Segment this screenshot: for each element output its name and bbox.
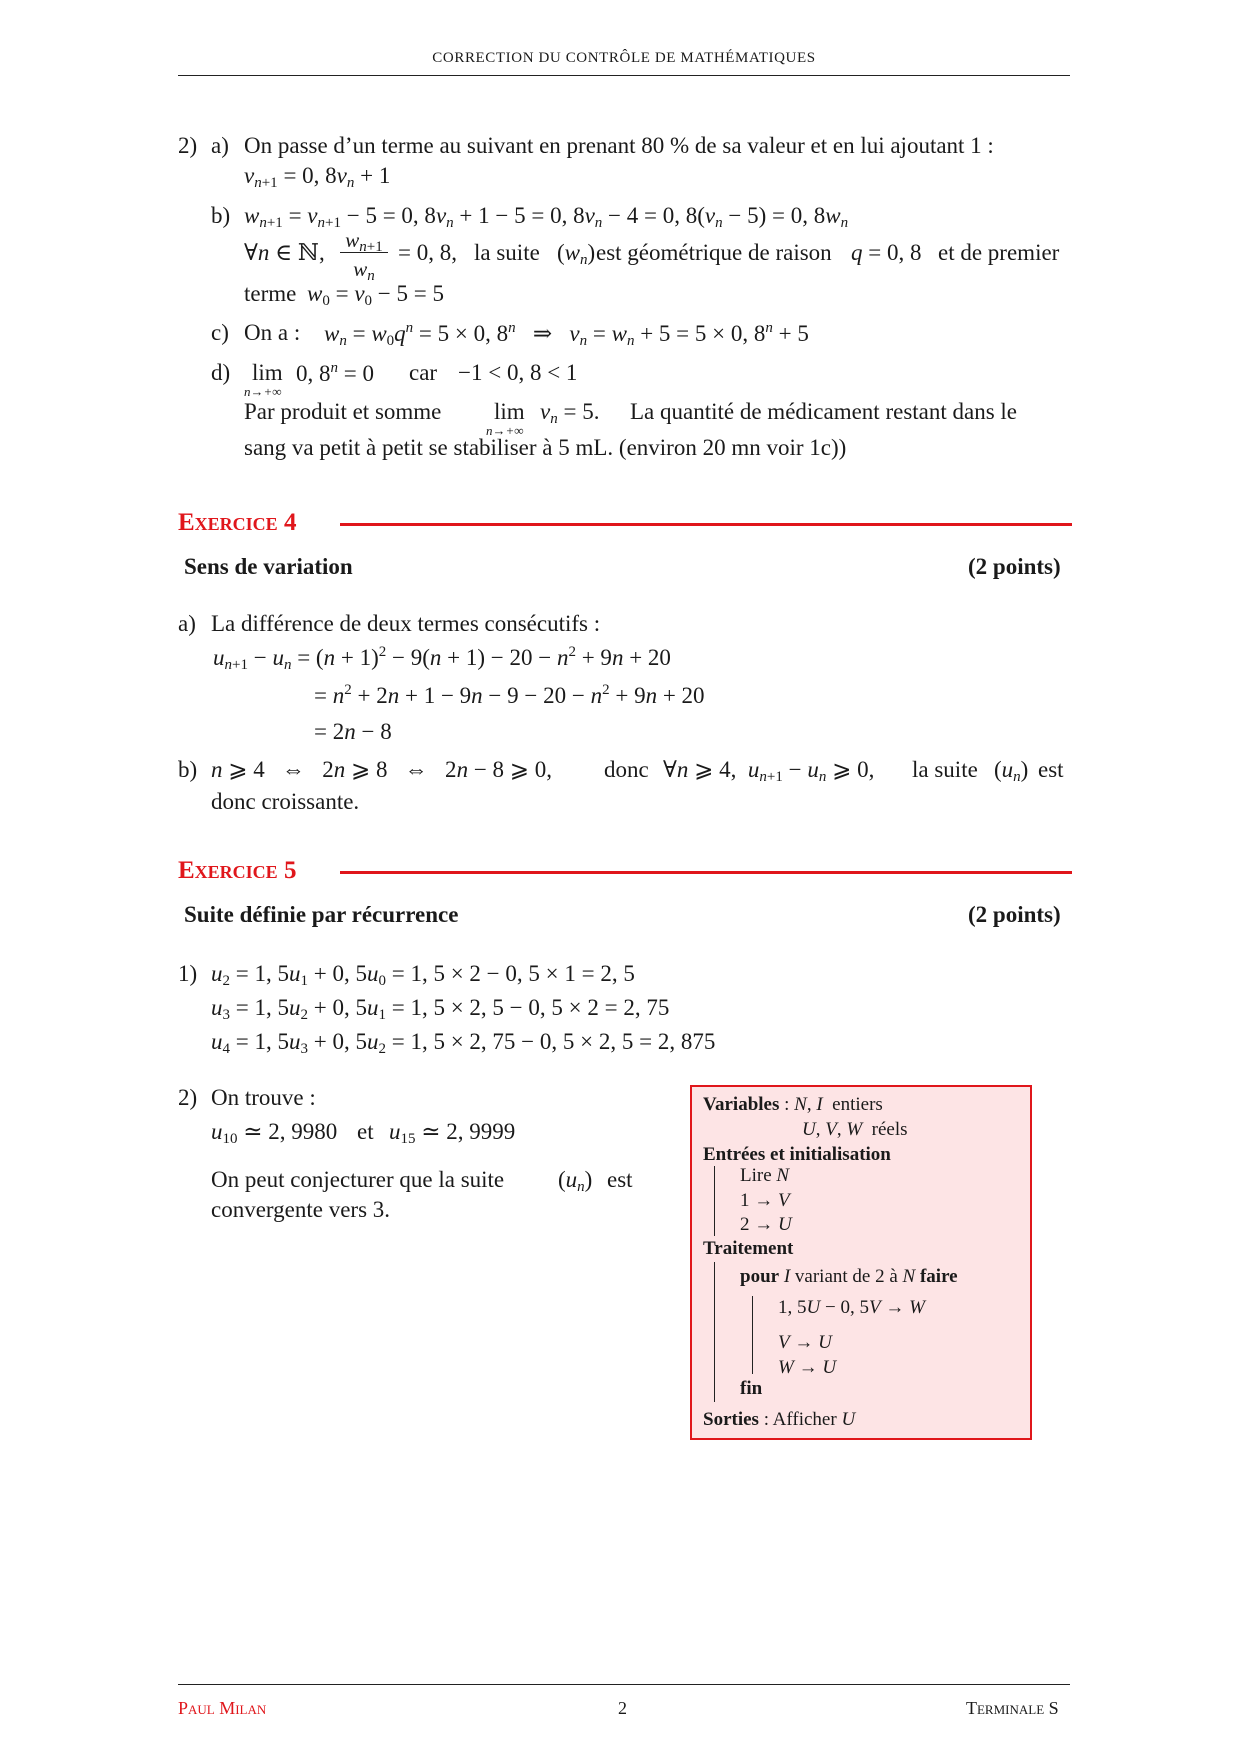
ex5-u4: $u_4 = 1$, $5u_3 + 0$, $5u_2 = 1$, 5 × 2, 75 − 0, 5 × 2, 5 = 2, 875	[211, 1029, 716, 1057]
formula-c: $w_n = w_0q^n = 5 \times 0$, 8$^n$ ⇒ $v_n = w_n + 5 = 5 \times 0$, $8^n + 5$	[324, 320, 809, 349]
formula-v: $v_{n+1} = 0$, $8v_n + 1$	[244, 163, 391, 191]
algo-lire: Lire	[740, 1165, 772, 1186]
algo-pour-line: pour I variant de 2 à N faire	[740, 1266, 958, 1287]
algo-traitement-label: Traitement	[703, 1238, 794, 1259]
algo-faire: faire	[919, 1266, 958, 1287]
ex5-conj-un: $(u_n)$	[558, 1167, 593, 1195]
exercise-5-points: (2 points)	[968, 902, 1061, 927]
item-label: 2)	[178, 133, 198, 158]
fraction-den: $w_n$	[353, 257, 375, 284]
lim-symbol-1: lim	[252, 360, 283, 385]
ex5-q1-label: 1)	[178, 961, 198, 986]
ex4-b-un: $(u_n)$	[994, 757, 1029, 785]
ex4-b-est: est	[1038, 757, 1064, 782]
formula-ineq: −1 < 0, 8 < 1	[458, 360, 578, 385]
algo-v-to-u: V → U	[778, 1332, 832, 1353]
algo-assign-v: 1 → V	[740, 1190, 790, 1211]
formula-w: $w_{n+1} = v_{n+1} - 5 = 0$, $8v_n + 1 - 5 = 0$, $8v_n - 4 = 0$, $8(v_n - 5) = 0$, $8w_n$	[244, 203, 849, 231]
ex5-u10: $u_{10}$ ≃ 2, 9980	[211, 1119, 338, 1147]
footer-page-number: 2	[618, 1698, 627, 1718]
algo-sorties-label: Sorties	[703, 1409, 759, 1430]
ex4-b-formula-1: n ⩾ 4 ⇔ 2n ⩾ 8 ⇔ 2n − 8 ⩾ 0,	[211, 757, 553, 782]
ex5-u3: $u_3 = 1$, $5u_2 + 0$, $5u_1 = 1$, 5 × 2, 5 − 0, 5 × 2 = 2, 75	[211, 995, 670, 1023]
ex5-u15: $u_{15}$ ≃ 2, 9999	[389, 1119, 516, 1147]
algo-compute-w: 1, 5U − 0, 5V → W	[778, 1297, 925, 1318]
fraction-bar	[340, 252, 388, 253]
exercise-5-subtitle: Suite définie par récurrence	[184, 902, 459, 927]
ex4-b-suite: la suite	[912, 757, 978, 782]
ex4-formula-2: = $n^2 + 2n + 1 - 9n - 9 - 20 - n^2 + 9n + 20$	[314, 682, 705, 708]
ex4-b-donc: donc	[604, 757, 649, 782]
algo-afficher: Afficher	[772, 1409, 837, 1430]
algo-reels-line: U, V, W réels	[802, 1119, 908, 1140]
header-rule	[178, 75, 1070, 76]
algo-reels: réels	[871, 1119, 908, 1140]
item-d-text2: La quantité de médicament restant dans le	[630, 399, 1018, 424]
algo-variables-label: Variables	[703, 1094, 780, 1115]
lim-sub-2: n→+∞	[486, 423, 524, 438]
item-d-text1: Par produit et somme	[244, 399, 442, 424]
exercise-5-rule	[340, 871, 1072, 874]
item-d-car: car	[409, 360, 438, 385]
formula-ratio: = 0, 8,	[398, 240, 457, 265]
lim-symbol-2: lim	[494, 399, 525, 424]
footer-rule	[178, 1684, 1070, 1685]
ex5-q2-et: et	[357, 1119, 374, 1144]
footer-author: Paul Milan	[178, 1698, 267, 1718]
ex5-u2: $u_2 = 1$, $5u_1 + 0$, $5u_0 = 1$, 5 × 2 − 0, 5 × 1 = 2, 5	[211, 961, 635, 989]
item-b-geo: est géométrique de raison	[596, 240, 832, 265]
ex4-formula-3: = 2n − 8	[314, 719, 392, 744]
algo-entrees-bar	[714, 1166, 715, 1236]
algo-assign-u: 2 → U	[740, 1214, 792, 1235]
item-c-label: c)	[211, 320, 229, 345]
exercise-5-title: Exercice 5	[178, 857, 297, 884]
exercise-4-subtitle: Sens de variation	[184, 554, 353, 579]
algo-sorties-line: Sorties : Afficher U	[703, 1409, 856, 1430]
exercise-4-title: Exercice 4	[178, 509, 297, 536]
exercise-4-rule	[340, 523, 1072, 526]
ex4-b-label: b)	[178, 757, 198, 782]
item-b-premier: et de premier	[938, 240, 1060, 265]
algo-loop-bar	[752, 1296, 753, 1374]
algo-w-to-u: W → U	[778, 1357, 837, 1378]
formula-lim2: $v_n = 5$.	[540, 399, 600, 427]
algo-variables-line: Variables : N, I entiers	[703, 1094, 883, 1115]
ex5-conj2: convergente vers 3.	[211, 1197, 391, 1222]
lim-sub-1: n→+∞	[244, 384, 282, 399]
item-b-label: b)	[211, 203, 231, 228]
exercise-4-points: (2 points)	[968, 554, 1061, 579]
item-c-text: On a :	[244, 320, 301, 345]
algo-variant: variant de 2 à	[794, 1266, 898, 1287]
footer-class: Terminale S	[966, 1698, 1059, 1718]
item-d-text3: sang va petit à petit se stabiliser à 5 mL. (environ 20 mn voir 1c))	[244, 435, 847, 460]
formula-q: q = 0, 8	[851, 240, 922, 265]
ex4-b-formula-2: ∀n ⩾ 4, $u_{n+1} - u_n$ ⩾ 0,	[663, 757, 875, 785]
algo-pour: pour	[740, 1266, 780, 1287]
page-header-title: CORRECTION DU CONTRÔLE DE MATHÉMATIQUES	[432, 50, 816, 66]
ex5-q2-text: On trouve :	[211, 1085, 316, 1110]
wn-symbol: $(w_n)$	[557, 240, 596, 268]
ex4-b-text2: donc croissante.	[211, 789, 360, 814]
ex5-q2-label: 2)	[178, 1085, 198, 1110]
algo-entiers: entiers	[832, 1094, 883, 1115]
item-b-terme: terme	[244, 281, 297, 306]
formula-lim1: 0, $8^n = 0$	[296, 360, 374, 386]
formula-w0: $w_0 = v_0 - 5 = 5$	[307, 281, 444, 309]
ex4-formula-1: $u_{n+1} - u_n = (n + 1)^2 - 9(n + 1) - 20 - n^2 + 9n + 20$	[213, 644, 671, 673]
algo-fin: fin	[740, 1378, 763, 1399]
fraction-num: $w_{n+1}$	[345, 228, 383, 255]
forall-n: ∀n ∈ ℕ,	[244, 240, 325, 265]
item-b-suite: la suite	[474, 240, 540, 265]
algo-entrees-label: Entrées et initialisation	[703, 1144, 891, 1165]
ex5-conj1: On peut conjecturer que la suite	[211, 1167, 505, 1192]
item-a-text: On passe d’un terme au suivant en prenant 80 % de sa valeur et en lui ajoutant 1 :	[244, 133, 994, 158]
ex4-a-text: La différence de deux termes consécutifs :	[211, 611, 601, 636]
item-d-label: d)	[211, 360, 231, 385]
item-a-label: a)	[211, 133, 229, 158]
ex5-conj-est: est	[607, 1167, 633, 1192]
algo-lire-line: Lire N	[740, 1165, 790, 1186]
ex4-a-label: a)	[178, 611, 196, 636]
algo-traitement-bar	[714, 1262, 715, 1402]
